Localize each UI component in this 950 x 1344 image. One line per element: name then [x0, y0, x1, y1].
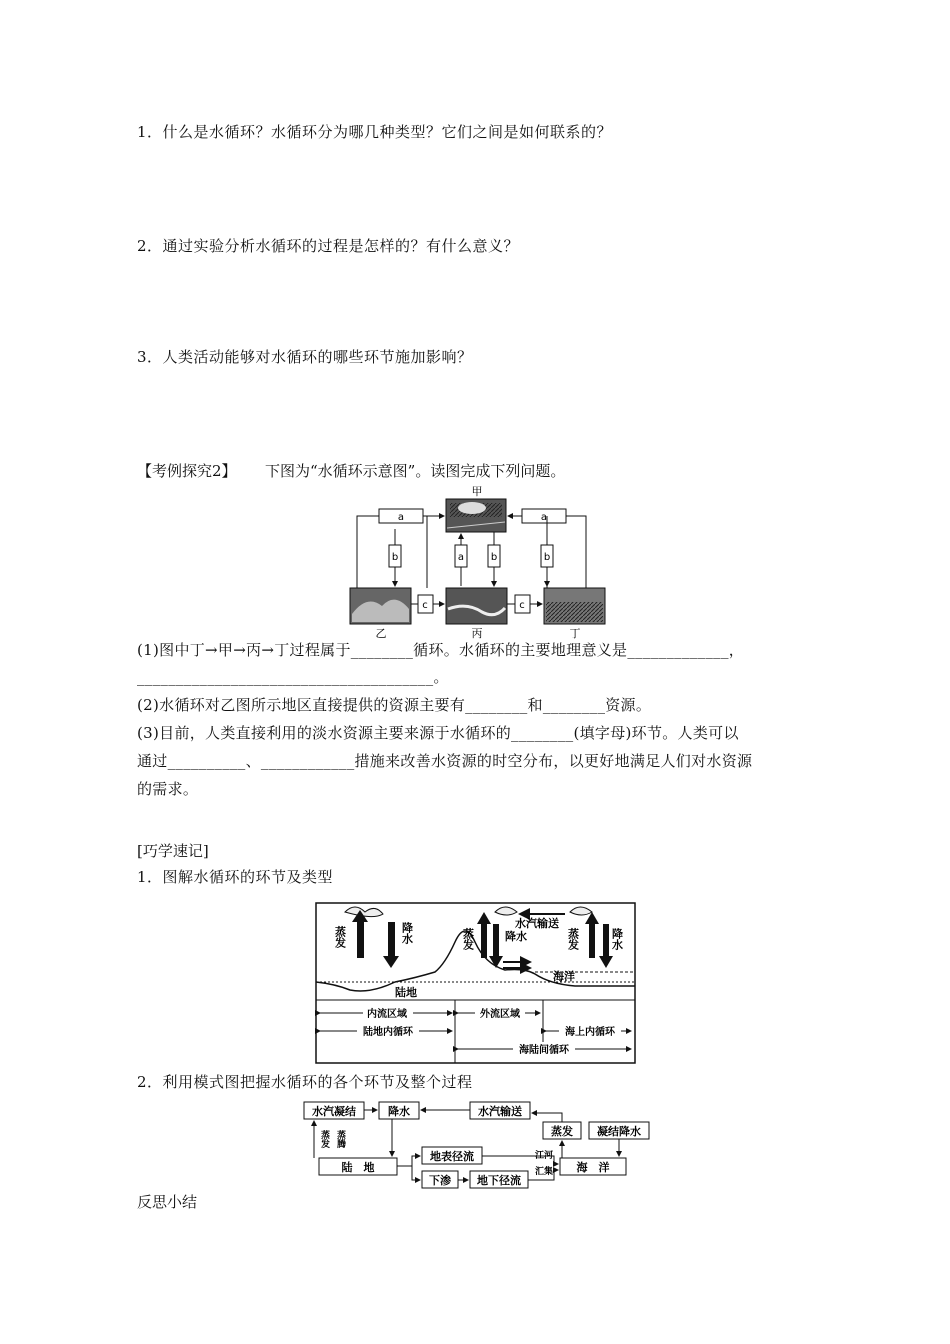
fig3-evap: 蒸发	[551, 1125, 573, 1138]
fig3-condense-precip: 凝结降水	[597, 1125, 641, 1138]
label-b-1: b	[391, 552, 399, 563]
fig3-ground-runoff: 地下径流	[477, 1174, 521, 1187]
subq-3a: (3)目前，人类直接利用的淡水资源主要来源于水循环的________(填字母)环节。人类可以	[137, 724, 739, 742]
node-yi: 乙	[375, 627, 387, 640]
water-cycle-flow-figure	[302, 1100, 652, 1192]
subq-1a: (1)图中丁→甲→丙→丁过程属于________循环。水循环的主要地理意义是_____________，	[137, 641, 745, 659]
fig2-ocean: 海洋	[553, 970, 575, 983]
fig3-evap-vertical: 蒸发	[319, 1130, 329, 1148]
fig3-precip: 降水	[388, 1105, 410, 1118]
question-2: 2．通过实验分析水循环的过程是怎样的？有什么意义？	[137, 237, 520, 255]
label-c-1: c	[422, 600, 428, 611]
label-a-right: a	[540, 512, 548, 523]
tips-heading: [巧学速记]	[137, 842, 209, 860]
node-bing: 丙	[471, 627, 483, 640]
summary-heading: 反思小结	[137, 1193, 198, 1211]
subq-3c: 的需求。	[137, 780, 199, 798]
tips-item-2: 2．利用模式图把握水循环的各个环节及整个过程	[137, 1073, 473, 1091]
example-heading: 【考例探究2】	[137, 462, 237, 480]
fig2-evap-1: 蒸发	[333, 926, 347, 948]
fig3-infiltration: 下渗	[429, 1174, 451, 1187]
label-b-3: b	[543, 552, 551, 563]
water-cycle-types-figure	[315, 902, 637, 1065]
fig3-river: 江河	[535, 1151, 554, 1161]
fig2-precip-1: 降水	[400, 922, 414, 944]
question-3: 3．人类活动能够对水循环的哪些环节施加影响？	[137, 348, 473, 366]
fig3-gather: 汇集	[535, 1167, 554, 1177]
fig2-land-cycle: 陆地内循环	[363, 1027, 413, 1038]
fig3-land: 陆 地	[341, 1161, 375, 1174]
fig2-vapor-transport: 水汽输送	[515, 917, 559, 930]
subq-2: (2)水循环对乙图所示地区直接提供的资源主要有________和________资源。	[137, 696, 652, 714]
fig2-evap-2: 蒸发	[461, 928, 475, 950]
fig3-surface-runoff: 地表径流	[430, 1150, 474, 1163]
label-a-mid: a	[457, 552, 465, 563]
fig3-transpire-vertical: 蒸腾	[335, 1130, 345, 1148]
fig2-evap-3: 蒸发	[566, 928, 580, 950]
subq-3b: 通过__________、____________措施来改善水资源的时空分布，以更好地满足人们对水资源	[137, 752, 753, 770]
node-jia: 甲	[471, 485, 483, 498]
fig2-precip-2: 降水	[505, 930, 527, 943]
node-ding: 丁	[569, 627, 581, 640]
subq-1b: ______________________________________。	[137, 668, 449, 686]
example-intro: 下图为“水循环示意图”。读图完成下列问题。	[265, 462, 566, 480]
fig2-sea-land-cycle: 海陆间循环	[519, 1045, 569, 1056]
fig2-inner-region: 内流区域	[367, 1009, 407, 1020]
label-a-left: a	[397, 512, 405, 523]
fig3-vapor-condense: 水汽凝结	[312, 1105, 356, 1118]
water-cycle-figure	[347, 484, 617, 641]
fig3-ocean: 海 洋	[576, 1161, 610, 1174]
fig2-land: 陆地	[395, 986, 417, 999]
question-1: 1．什么是水循环？水循环分为哪几种类型？它们之间是如何联系的？	[137, 123, 613, 141]
label-b-2: b	[490, 552, 498, 563]
tips-item-1: 1．图解水循环的环节及类型	[137, 868, 334, 886]
fig2-sea-cycle: 海上内循环	[565, 1027, 615, 1038]
label-c-2: c	[519, 600, 525, 611]
fig2-outer-region: 外流区域	[480, 1009, 520, 1020]
fig2-precip-3: 降水	[610, 928, 624, 950]
fig3-vapor-transport: 水汽输送	[478, 1105, 522, 1118]
